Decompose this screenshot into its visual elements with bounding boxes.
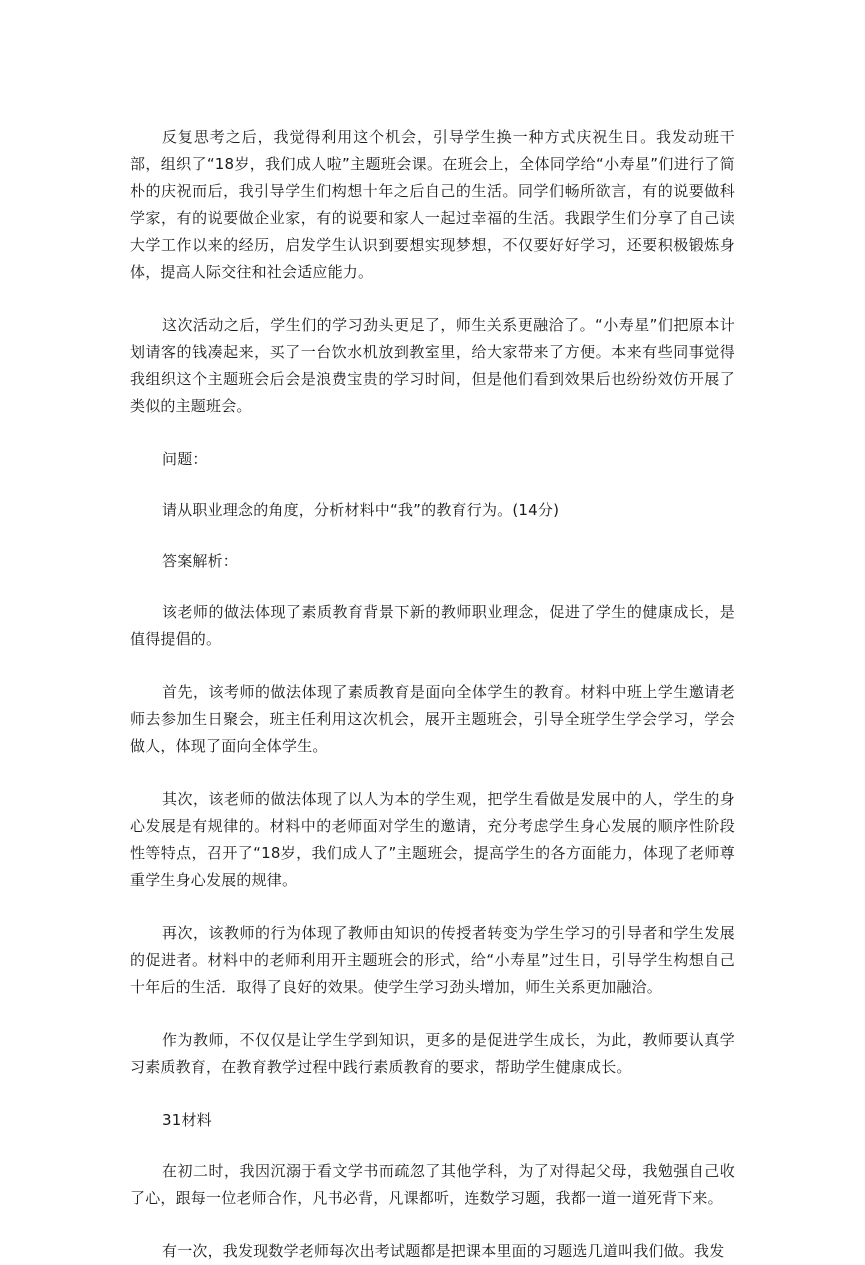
material-paragraph-1: 在初二时，我因沉溺于看文学书而疏忽了其他学科，为了对得起父母，我勉强自己收了心，跟每一位老师合作，凡书必背，凡课都听，连数学习题，我都一道一道死背下来。	[130, 1162, 735, 1207]
paragraph-celebration-plan: 反复思考之后，我觉得利用这个机会，引导学生换一种方式庆祝生日。我发动班干部，组织了“18岁，我们成人啦”主题班会课。在班会上，全体同学给“小寿星”们进行了简朴的庆祝而后，我引导学生们构想十年之后自己的生活。同学们畅所欲言，有的说要做科学家，有的说要做企业家，有的说要和家人一起过幸福的生活。我跟学生们分享了自己读大学工作以来的经历，启发学生认识到要想实现梦想，不仅要好好学习，还要积极锻炼身体，提高人际交往和社会适应能力。	[130, 128, 735, 281]
answer-point-third: 再次，该教师的行为体现了教师由知识的传授者转变为学生学习的引导者和学生发展的促进者。材料中的老师利用开主题班会的形式，给“小寿星”过生日，引导学生构想自己十年后的生活．取得了良好的效果。使学生学习劲头增加，师生关系更加融洽。	[130, 924, 735, 996]
answer-intro: 该老师的做法体现了素质教育背景下新的教师职业理念，促进了学生的健康成长，是值得提倡的。	[130, 603, 735, 648]
section-heading-31: 31材料	[162, 1111, 212, 1129]
question-text: 请从职业理念的角度，分析材料中“我”的教育行为。(14分)	[162, 501, 560, 519]
question-heading: 问题：	[162, 450, 208, 468]
material-paragraph-2: 有一次，我发现数学老师每次出考试题都是把课本里面的习题选几道叫我们做。我发	[162, 1242, 725, 1260]
answer-heading: 答案解析：	[162, 552, 239, 570]
answer-conclusion: 作为教师，不仅仅是让学生学到知识，更多的是促进学生成长，为此，教师要认真学习素质教育，在教育教学过程中践行素质教育的要求，帮助学生健康成长。	[130, 1031, 735, 1076]
paragraph-activity-result: 这次活动之后，学生们的学习劲头更足了，师生关系更融洽了。“小寿星”们把原本计划请客的钱凑起来，买了一台饮水机放到教室里，给大家带来了方便。本来有些同事觉得我组织这个主题班会后会是浪费宝贵的学习时间，但是他们看到效果后也纷纷效仿开展了类似的主题班会。	[130, 316, 735, 415]
answer-point-first: 首先，该考师的做法体现了素质教育是面向全体学生的教育。材料中班上学生邀请老师去参加生日聚会，班主任利用这次机会，展开主题班会，引导全班学生学会学习，学会做人，体现了面向全体学生。	[130, 683, 735, 755]
answer-point-second: 其次，该老师的做法体现了以人为本的学生观，把学生看做是发展中的人，学生的身心发展是有规律的。材料中的老师面对学生的邀请，充分考虑学生身心发展的顺序性阶段性等特点，召开了“18岁，我们成人了”主题班会，提高学生的各方面能力，体现了老师尊重学生身心发展的规律。	[130, 790, 735, 889]
